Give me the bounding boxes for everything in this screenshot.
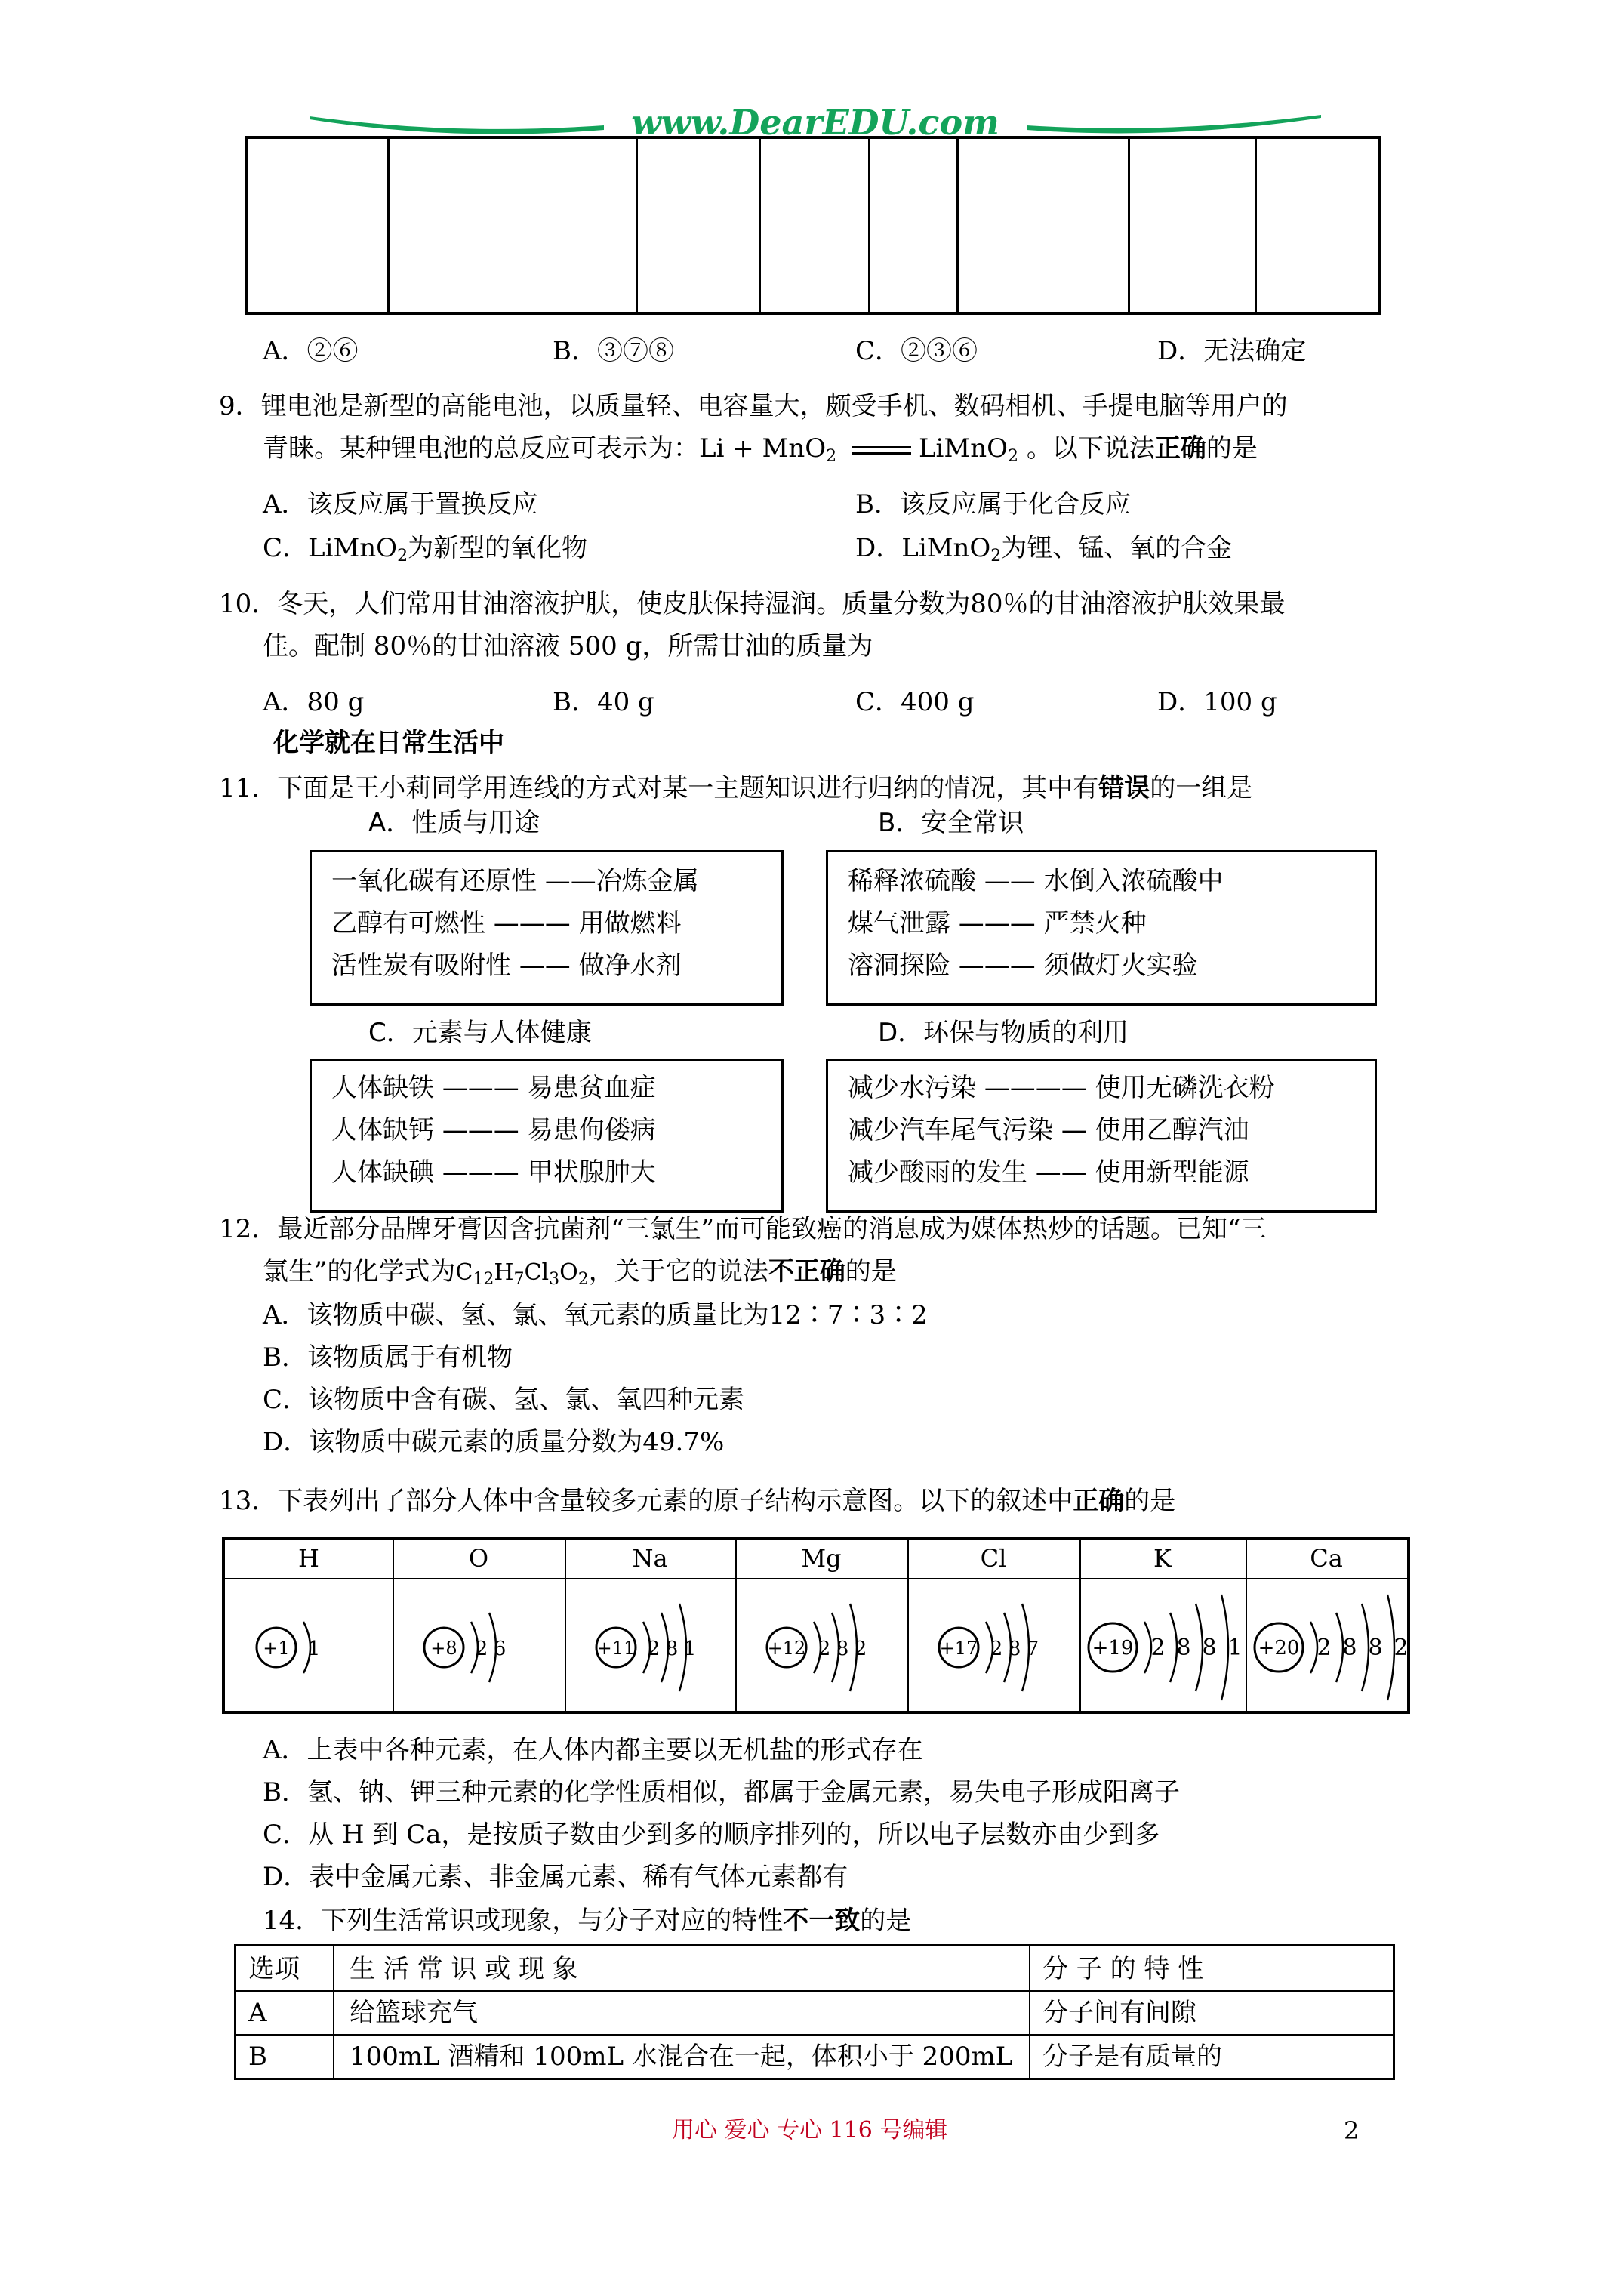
q12-option-c: C．该物质中含有碳、氢、氯、氧四种元素 (263, 1385, 745, 1415)
q10-option-c: C．400 g (855, 687, 975, 717)
shell-electron-count: 8 (665, 1638, 679, 1660)
atom-diagram-ca (1249, 1581, 1409, 1709)
q10-line1: 10．冬天，人们常用甘油溶液护肤，使皮肤保持湿润。质量分数为80％的甘油溶液护肤效果最 (219, 589, 1286, 619)
shell-electron-count: 2 (647, 1638, 661, 1660)
atom-diagram-na (568, 1581, 732, 1709)
q11-group-d-box: 减少水污染 ———— 使用无磷洗衣粉 减少汽车尾气污染 — 使用乙醇汽油 减少酸雨的发生 —— 使用新型能源 (826, 1059, 1377, 1213)
shell-electron-count: 8 (1176, 1635, 1191, 1661)
page-number: 2 (1344, 2116, 1360, 2145)
q9-option-d: D．LiMnO$_2$为锂、锰、氧的合金 (855, 533, 1233, 566)
shell-electron-count: 6 (493, 1638, 507, 1660)
shell-electron-count: 8 (1202, 1635, 1217, 1661)
shell-electron-count: 8 (836, 1638, 849, 1660)
shell-electron-count: 2 (990, 1638, 1003, 1660)
q14-row-b-phenomenon: 100mL 酒精和 100mL 水混合在一起，体积小于 200mL (350, 2042, 1013, 2072)
shell-electron-count: 7 (1026, 1638, 1039, 1660)
q8-option-c: C．②③⑥ (855, 336, 978, 366)
q14-row-a-property: 分子间有间隙 (1042, 1998, 1196, 2028)
q10-option-d: D．100 g (1157, 687, 1277, 717)
shell-electron-count: 2 (1150, 1635, 1166, 1661)
q11-line: 11．下面是王小莉同学用连线的方式对某一主题知识进行归纳的情况，其中有错误的一组是 (219, 773, 1253, 803)
shell-electron-count: 2 (818, 1638, 831, 1660)
q10-line2: 佳。配制 80％的甘油溶液 500 g，所需甘油的质量为 (263, 631, 873, 661)
q9-line1: 9．锂电池是新型的高能电池，以质量轻、电容量大，颇受手机、数码相机、手提电脑等用户的 (219, 391, 1288, 421)
q8-table (245, 136, 1381, 315)
atom-diagram-o (396, 1581, 562, 1709)
q9-option-a: A．该反应属于置换反应 (263, 489, 538, 519)
q10-option-b: B．40 g (553, 687, 654, 717)
atom-diagram-cl (910, 1581, 1076, 1709)
atom-diagram-h (228, 1581, 390, 1709)
q11-group-c-title: C．元素与人体健康 (368, 1018, 592, 1048)
q9-line2: 青睐。某种锂电池的总反应可表示为：Li + MnO$_2$ LiMnO$_2$ 。以下说法正确的是 (263, 433, 1258, 466)
section-title: 化学就在日常生活中 (273, 728, 504, 758)
q10-option-a: A．80 g (263, 687, 365, 717)
q14-header-property: 分 子 的 特 性 (1042, 1954, 1204, 1984)
atom-symbol-cl: Cl (980, 1544, 1007, 1573)
q11-group-b-box: 稀释浓硫酸 —— 水倒入浓硫酸中 煤气泄露 ——— 严禁火种 溶洞探险 ——— 须做灯火实验 (826, 850, 1377, 1006)
shell-electron-count: 2 (1394, 1635, 1409, 1661)
atom-symbol-o: O (468, 1544, 489, 1573)
nucleus-charge: +17 (939, 1638, 978, 1659)
shell-electron-count: 2 (1317, 1635, 1332, 1661)
nucleus-charge: +8 (430, 1638, 457, 1659)
q14-row-b-property: 分子是有质量的 (1042, 2042, 1222, 2072)
shell-electron-count: 2 (854, 1638, 867, 1660)
atom-symbol-mg: Mg (801, 1544, 842, 1573)
q9-option-b: B．该反应属于化合反应 (855, 489, 1131, 519)
q8-option-d: D．无法确定 (1157, 336, 1307, 366)
q8-option-b: B．③⑦⑧ (553, 336, 674, 366)
nucleus-charge: +11 (596, 1638, 636, 1659)
shell-electron-count: 8 (1342, 1635, 1357, 1661)
q14-line: 14．下列生活常识或现象，与分子对应的特性不一致的是 (263, 1906, 912, 1936)
shell-electron-count: 8 (1368, 1635, 1383, 1661)
nucleus-charge: +20 (1258, 1637, 1300, 1660)
q9-option-c: C．LiMnO$_2$为新型的氧化物 (263, 533, 588, 566)
atom-symbol-h: H (298, 1544, 319, 1573)
q13-option-b: B．氢、钠、钾三种元素的化学性质相似，都属于金属元素，易失电子形成阳离子 (263, 1777, 1180, 1808)
q12-line1: 12．最近部分品牌牙膏因含抗菌剂“三氯生”而可能致癌的消息成为媒体热炒的话题。已知“三 (219, 1214, 1267, 1244)
q11-group-b-title: B．安全常识 (878, 808, 1024, 838)
q14-header-option: 选项 (248, 1954, 300, 1984)
q12-option-b: B．该物质属于有机物 (263, 1342, 513, 1373)
q11-group-c-box: 人体缺铁 ——— 易患贫血症 人体缺钙 ——— 易患佝偻病 人体缺碘 ——— 甲状腺肿大 (310, 1059, 784, 1213)
q13-option-d: D．表中金属元素、非金属元素、稀有气体元素都有 (263, 1862, 848, 1892)
nucleus-charge: +19 (1092, 1637, 1134, 1660)
q12-option-d: D．该物质中碳元素的质量分数为49.7% (263, 1427, 725, 1457)
shell-electron-count: 1 (307, 1638, 321, 1660)
atom-symbol-ca: Ca (1310, 1544, 1343, 1573)
q14-row-b-option: B (248, 2042, 267, 2072)
q12-option-a: A．该物质中碳、氢、氯、氧元素的质量比为12∶7∶3∶2 (263, 1300, 928, 1330)
atom-diagram-k (1083, 1581, 1243, 1709)
q14-row-a-phenomenon: 给篮球充气 (350, 1998, 478, 2028)
shell-electron-count: 2 (475, 1638, 488, 1660)
q14-table (234, 1944, 1395, 2080)
q13-line: 13．下表列出了部分人体中含量较多元素的原子结构示意图。以下的叙述中正确的是 (219, 1486, 1176, 1516)
logo-text: www.DearEDU.com (631, 102, 999, 143)
q13-atom-table (222, 1537, 1410, 1714)
q13-option-a: A．上表中各种元素，在人体内都主要以无机盐的形式存在 (263, 1735, 923, 1765)
q13-option-c: C．从 H 到 Ca，是按质子数由少到多的顺序排列的，所以电子层数亦由少到多 (263, 1820, 1160, 1850)
atom-symbol-k: K (1153, 1544, 1172, 1573)
q11-group-a-box: 一氧化碳有还原性 ——冶炼金属 乙醇有可燃性 ——— 用做燃料 活性炭有吸附性 —— 做净水剂 (310, 850, 784, 1006)
shell-electron-count: 1 (683, 1638, 697, 1660)
q8-option-a: A．②⑥ (263, 336, 359, 366)
q14-header-phenomenon: 生 活 常 识 或 现 象 (350, 1954, 578, 1984)
q12-line2: 氯生”的化学式为$C_{12}H_7Cl_3O_2$，关于它的说法不正确的是 (263, 1256, 897, 1289)
nucleus-charge: +1 (263, 1638, 290, 1659)
nucleus-charge: +12 (767, 1638, 806, 1659)
atom-symbol-na: Na (632, 1544, 668, 1573)
shell-electron-count: 8 (1008, 1638, 1021, 1660)
q11-group-a-title: A．性质与用途 (368, 808, 540, 838)
q14-row-a-option: A (248, 1998, 267, 2028)
atom-diagram-mg (738, 1581, 904, 1709)
shell-electron-count: 1 (1227, 1635, 1243, 1661)
q11-group-d-title: D．环保与物质的利用 (878, 1018, 1129, 1048)
footer-slogan: 用心 爱心 专心 116 号编辑 (672, 2117, 948, 2143)
